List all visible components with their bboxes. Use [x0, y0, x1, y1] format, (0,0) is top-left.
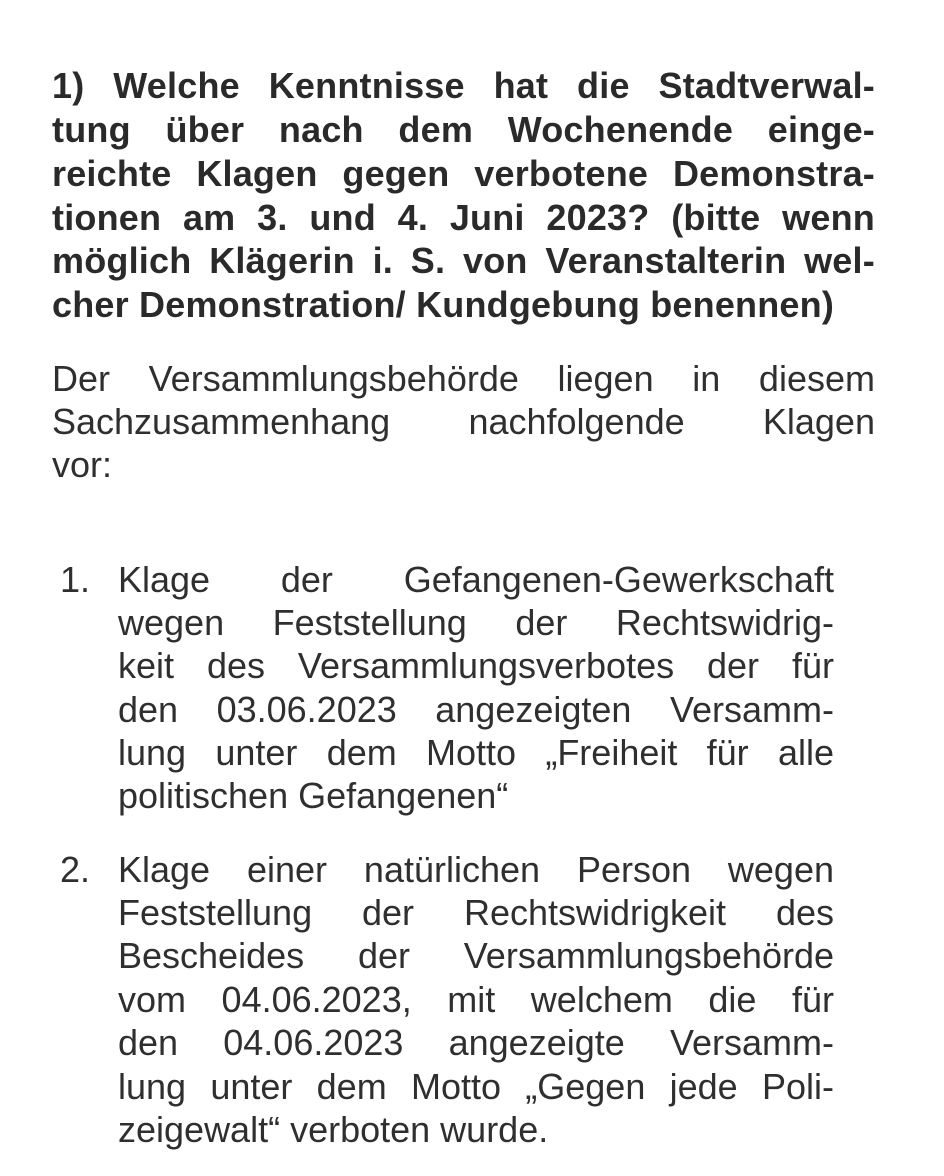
word: lung	[118, 732, 187, 773]
word: der	[515, 602, 568, 643]
list-item-line	[118, 602, 834, 643]
word: den	[118, 1022, 179, 1063]
word: Veranstalterin	[545, 240, 787, 281]
word: unter	[210, 1066, 293, 1107]
word: Feststellung	[272, 602, 467, 643]
word: für	[791, 979, 834, 1020]
answer-line: vor:	[52, 444, 113, 485]
word: reichte	[52, 153, 172, 194]
word: Wochenende	[507, 109, 734, 150]
word: von	[463, 240, 528, 281]
word: der	[362, 892, 415, 933]
question-line	[52, 153, 875, 194]
word: „Freiheit	[545, 732, 678, 773]
word: Versammlungsverbotes	[297, 645, 675, 686]
word: Klagen	[762, 401, 875, 442]
word: für	[706, 732, 749, 773]
word: Feststellung	[118, 892, 313, 933]
word: „Gegen	[525, 1066, 646, 1107]
word: dem	[398, 109, 474, 150]
list-item-line	[118, 935, 834, 976]
word: gegen	[342, 153, 450, 194]
word: tung	[52, 109, 131, 150]
word: Poli-	[761, 1066, 834, 1107]
word: 2023?	[546, 197, 650, 238]
word: des	[206, 645, 265, 686]
word: Kenntnisse	[268, 65, 465, 106]
word: die	[708, 979, 757, 1020]
word: Rechtswidrigkeit	[463, 892, 727, 933]
word: des	[775, 892, 834, 933]
list-item-line	[118, 732, 834, 773]
word: Motto	[426, 732, 517, 773]
word: Bescheides	[118, 935, 305, 976]
question-line	[52, 65, 875, 106]
word: S.	[410, 240, 446, 281]
word: 04.06.2023	[223, 1022, 404, 1063]
word: der	[357, 935, 410, 976]
word: Motto	[410, 1066, 501, 1107]
question-line	[52, 109, 875, 150]
word: Rechtswidrig-	[615, 602, 834, 643]
word: Klage	[118, 849, 211, 890]
word: angezeigten	[435, 689, 632, 730]
word: 3.	[257, 197, 288, 238]
word: Versamm-	[669, 1022, 834, 1063]
word: unter	[215, 732, 298, 773]
list-item-number: 1.	[60, 559, 91, 600]
list-item-line	[118, 689, 834, 730]
word: wegen	[727, 849, 834, 890]
word: natürlichen	[363, 849, 541, 890]
word: dem	[316, 1066, 387, 1107]
word: Versammlungsbehörde	[463, 935, 834, 976]
word: diesem	[758, 358, 875, 399]
word: hat	[493, 65, 549, 106]
word: vom	[118, 979, 187, 1020]
word: möglich	[52, 240, 192, 281]
word: jede	[669, 1066, 738, 1107]
word: Versamm-	[669, 689, 834, 730]
word: der	[707, 645, 760, 686]
word: i.	[372, 240, 394, 281]
word: Welche	[113, 65, 240, 106]
word: nach	[278, 109, 364, 150]
list-item-line	[118, 1022, 834, 1063]
word: Person	[576, 849, 692, 890]
word: über	[165, 109, 245, 150]
word: und	[309, 197, 376, 238]
word: in	[692, 358, 721, 399]
word: 04.06.2023,	[221, 979, 412, 1020]
word: einge-	[767, 109, 875, 150]
word: Sachzusammenhang	[52, 401, 391, 442]
word: angezeigte	[448, 1022, 625, 1063]
list-item-line	[118, 645, 834, 686]
question-line	[52, 197, 875, 238]
answer-line	[52, 358, 875, 399]
word: Demonstra-	[672, 153, 875, 194]
word: wegen	[118, 602, 225, 643]
word: mit	[447, 979, 496, 1020]
word: Stadtverwal-	[658, 65, 875, 106]
list-item-line	[118, 849, 834, 890]
word: alle	[777, 732, 834, 773]
word: Juni	[449, 197, 525, 238]
word: Klagen	[196, 153, 318, 194]
word: einer	[246, 849, 328, 890]
word: liegen	[557, 358, 654, 399]
word: der	[280, 559, 333, 600]
word: nachfolgende	[468, 401, 685, 442]
list-item-number: 2.	[60, 849, 91, 890]
word: keit	[118, 645, 175, 686]
question-line: cher Demonstration/ Kundgebung benennen)	[52, 284, 835, 325]
word: für	[791, 645, 834, 686]
word: Versammlungsbehörde	[148, 358, 519, 399]
question-line	[52, 240, 875, 281]
word: den	[118, 689, 179, 730]
word: 1)	[52, 65, 85, 106]
word: verbotene	[474, 153, 649, 194]
word: Gefangenen-Gewerkschaft	[403, 559, 834, 600]
list-item-line	[118, 1066, 834, 1107]
word: wel-	[804, 240, 875, 281]
list-item-line	[118, 979, 834, 1020]
answer-line	[52, 401, 875, 442]
word: Klage	[118, 559, 211, 600]
list-item-line	[118, 892, 834, 933]
list-item-line	[118, 559, 834, 600]
word: wenn	[782, 197, 875, 238]
word: (bitte	[671, 197, 761, 238]
word: tionen	[52, 197, 162, 238]
word: welchem	[530, 979, 673, 1020]
word: am	[182, 197, 236, 238]
word: 03.06.2023	[216, 689, 397, 730]
word: Der	[52, 358, 111, 399]
word: die	[577, 65, 630, 106]
word: 4.	[397, 197, 429, 238]
word: dem	[326, 732, 397, 773]
word: lung	[118, 1066, 187, 1107]
list-item-line: politischen Gefangenen“	[118, 775, 509, 816]
word: Klägerin	[209, 240, 355, 281]
list-item-line: zeigewalt“ verboten wurde.	[118, 1109, 549, 1150]
